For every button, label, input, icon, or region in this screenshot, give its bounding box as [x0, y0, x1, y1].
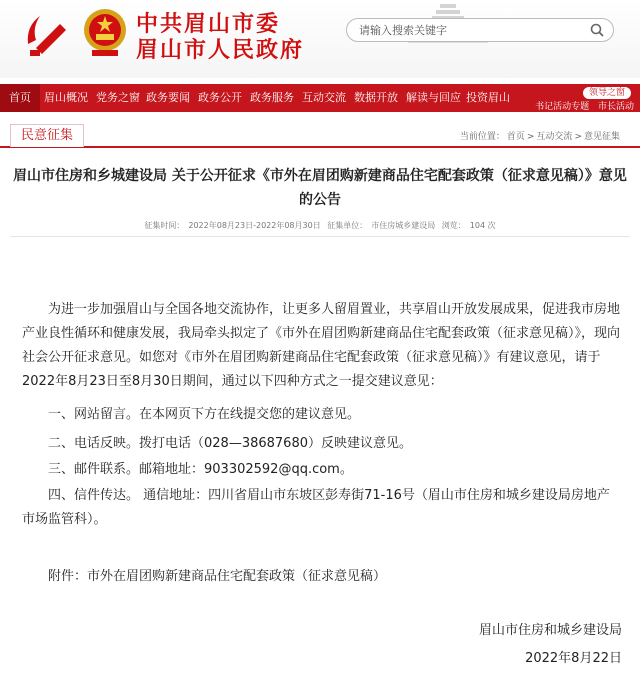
- unit-label: 征集单位：: [327, 221, 368, 230]
- views-value: 104 次: [469, 221, 496, 230]
- leader-links: [535, 99, 634, 112]
- nav-item-overview[interactable]: 眉山概况: [44, 91, 88, 104]
- unit-value: 市住房城乡建设局: [371, 221, 436, 230]
- intro-paragraph: 为进一步加强眉山与全国各地交流协作，让更多人留眉置业，共享眉山开放发展成果，促进我市房地产业良性循环和健康发展，我局牵头拟定了《市外在眉团购新建商品住宅配套政策（征求意见稿）》，现向社会公开征求意见。如您对《市外在眉团购新建商品住宅配套政策（征求意见稿）》有建议意见，请于2022年8月23日至8月30日期间，通过以下四种方式之一提交建议意见：: [22, 302, 621, 389]
- breadcrumb: 当前位置： 首页 > 互动交流 > 意见征集: [459, 132, 620, 142]
- list-item: 一、网站留言。在本网页下方在线提交您的建议意见。: [48, 407, 361, 422]
- search-box[interactable]: [346, 18, 614, 42]
- title-divider: [10, 236, 630, 237]
- national-emblem-icon: [82, 6, 128, 58]
- nav-item-open-gov[interactable]: 政务公开: [198, 91, 242, 104]
- brand-title-government: 眉山市人民政府: [136, 37, 305, 63]
- article-meta: [0, 220, 640, 231]
- section-tab[interactable]: 民意征集: [10, 124, 84, 147]
- list-item: 三、邮件联系。邮箱地址：903302592@qq.com。: [48, 462, 353, 477]
- section-bar: [0, 124, 640, 148]
- nav-item-home[interactable]: 首页: [0, 84, 40, 112]
- mayor-activity-link[interactable]: 市长活动: [597, 102, 634, 112]
- page-title: 眉山市住房和乡城建设局 关于公开征求《市外在眉团购新建商品住宅配套政策（征求意见稿）》意见的公告: [13, 168, 627, 208]
- leader-window-badge[interactable]: 领导之窗: [582, 86, 632, 100]
- views-label: 浏览：: [441, 221, 466, 230]
- nav-item-data[interactable]: 数据开放: [354, 91, 398, 104]
- breadcrumb-feedback[interactable]: 意见征集: [583, 132, 620, 142]
- nav-item-interpretation[interactable]: 解读与回应: [406, 91, 461, 104]
- party-emblem-icon: [22, 8, 74, 60]
- breadcrumb-prefix: 当前位置：: [459, 132, 505, 142]
- nav-item-news[interactable]: 政务要闻: [146, 91, 190, 104]
- brand-title-party: 中共眉山市委: [136, 11, 281, 37]
- search-icon[interactable]: [589, 22, 605, 38]
- period-label: 征集时间：: [144, 221, 185, 230]
- search-input[interactable]: [357, 23, 581, 38]
- breadcrumb-interaction[interactable]: 互动交流: [536, 132, 573, 142]
- list-item: 四、信件传达。 通信地址：四川省眉山市东坡区彭寿街71-16号（眉山市住房和城乡建设局房地产市场监管科）。: [22, 488, 610, 527]
- secretary-activity-link[interactable]: 书记活动专题: [535, 102, 590, 112]
- breadcrumb-home[interactable]: 首页: [506, 132, 525, 142]
- signature-org: 眉山市住房和城乡建设局: [478, 623, 622, 638]
- nav-item-interaction[interactable]: 互动交流: [302, 91, 346, 104]
- attachment-link[interactable]: 附件：市外在眉团购新建商品住宅配套政策（征求意见稿）: [48, 569, 387, 584]
- signature-date: 2022年8月22日: [525, 651, 622, 666]
- nav-item-invest[interactable]: 投资眉山: [466, 91, 510, 104]
- period-value: 2022年08月23日-2022年08月30日: [188, 221, 321, 230]
- site-header: [0, 0, 640, 78]
- list-item: 二、电话反映。拨打电话（028—38687680）反映建议意见。: [48, 436, 412, 451]
- nav-item-party[interactable]: 党务之窗: [96, 91, 140, 104]
- nav-item-services[interactable]: 政务服务: [250, 91, 294, 104]
